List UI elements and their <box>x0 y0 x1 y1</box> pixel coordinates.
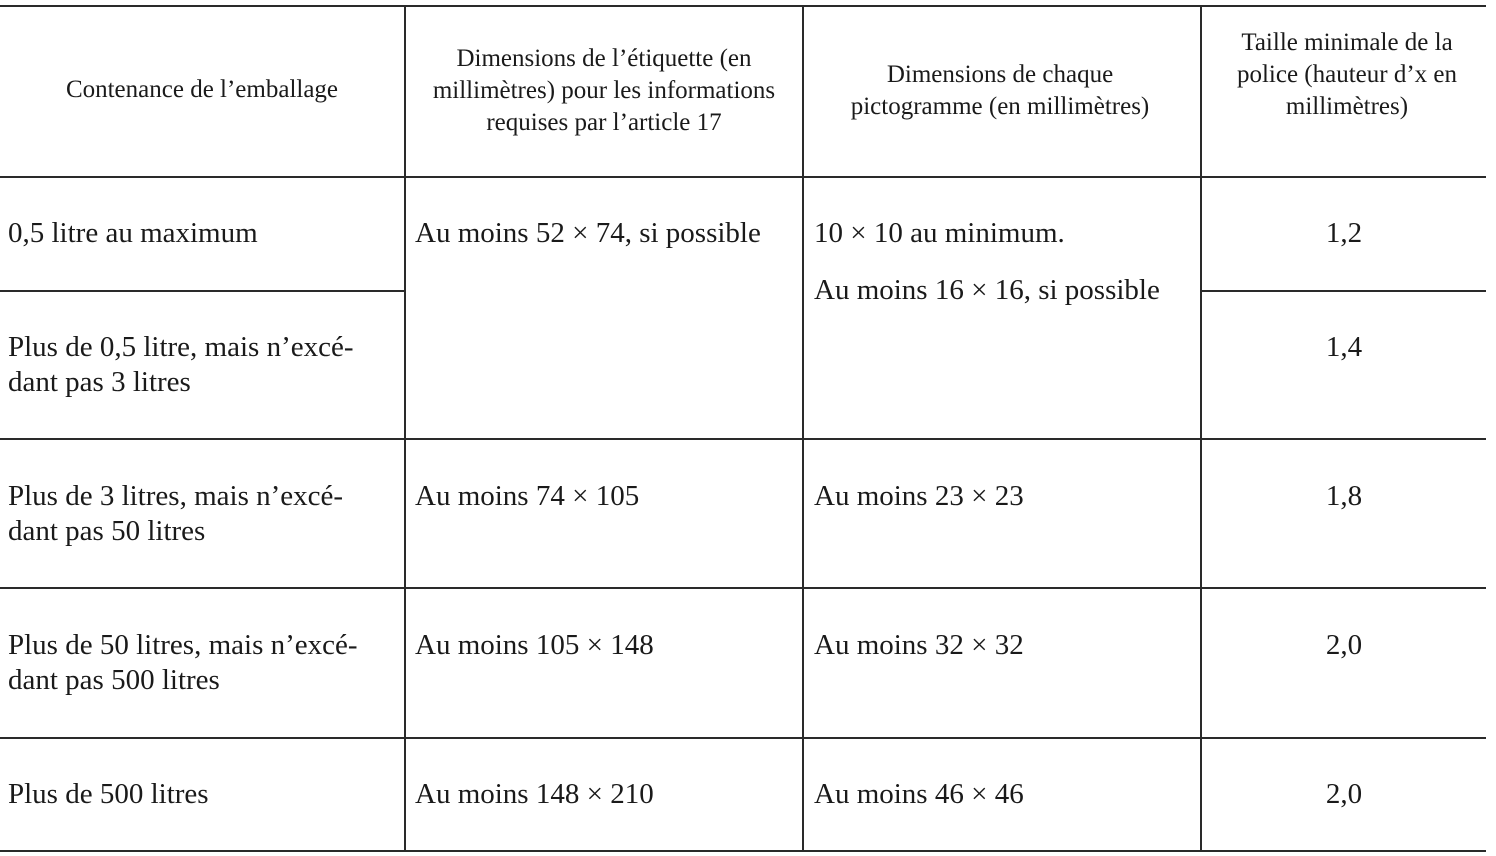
table-cell-font-size: 1,8 <box>1325 480 1363 512</box>
table-bottom-rule <box>0 850 1486 852</box>
table-cell-pictogram-possible: Au moins 16 × 16, si possible <box>814 274 1160 306</box>
header-label-dimensions: Dimensions de l’étiquette (en millimètres) pour les informations requises par l’article 17 <box>432 45 776 136</box>
table-cell-capacity: 0,5 litre au maximum <box>8 217 258 249</box>
column-divider <box>802 5 804 852</box>
table-top-rule <box>0 5 1486 7</box>
table-cell-capacity: Plus de 3 litres, mais n’excé- <box>8 480 344 512</box>
row-divider <box>0 438 1486 440</box>
table-cell-capacity: Plus de 50 litres, mais n’excé- <box>8 629 358 661</box>
row-divider <box>0 737 1486 739</box>
table-cell-capacity: Plus de 0,5 litre, mais n’excé- <box>8 331 354 363</box>
table-cell-font-size: 1,4 <box>1325 331 1363 363</box>
table-cell-font-size: 1,2 <box>1325 217 1363 249</box>
column-divider <box>1200 5 1202 852</box>
row-divider <box>0 290 405 292</box>
table-cell-label: Au moins 105 × 148 <box>415 629 654 661</box>
table-cell-font-size: 2,0 <box>1325 629 1363 661</box>
header-bottom-rule <box>0 176 1486 178</box>
table-cell-pictogram: Au moins 32 × 32 <box>814 629 1024 661</box>
header-capacity: Contenance de l’emballage <box>65 76 339 103</box>
table-cell-label: Au moins 148 × 210 <box>415 778 654 810</box>
header-pictogram-dimensions: Dimensions de chaque pictogramme (en millimètres) <box>850 61 1150 120</box>
table-cell-label: Au moins 74 × 105 <box>415 480 640 512</box>
table-cell-label-merged: Au moins 52 × 74, si possible <box>415 217 761 249</box>
table-cell-capacity: Plus de 500 litres <box>8 778 209 810</box>
table-cell-capacity: dant pas 3 litres <box>8 366 191 398</box>
table-cell-pictogram: Au moins 46 × 46 <box>814 778 1024 810</box>
table-cell-capacity: dant pas 50 litres <box>8 515 206 547</box>
row-divider <box>0 587 1486 589</box>
header-min-font-size: Taille minimale de la police (hauteur d’x en millimètres) <box>1236 29 1458 120</box>
table-cell-pictogram: Au moins 23 × 23 <box>814 480 1024 512</box>
table-cell-font-size: 2,0 <box>1325 778 1363 810</box>
row-divider <box>1202 290 1486 292</box>
table-cell-pictogram-minimum: 10 × 10 au minimum. <box>814 217 1065 249</box>
table-cell-capacity: dant pas 500 litres <box>8 664 220 696</box>
column-divider <box>404 5 406 852</box>
